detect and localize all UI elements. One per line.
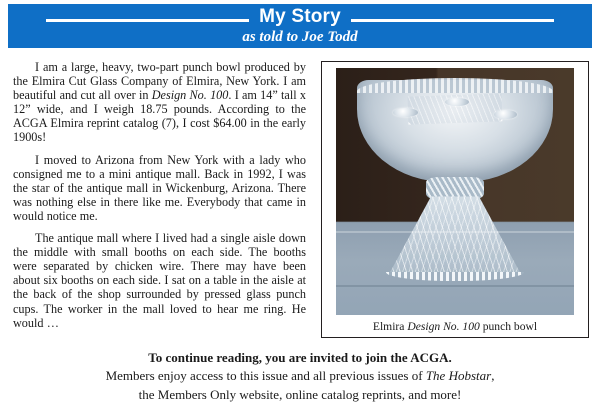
cloth-fold	[336, 231, 574, 233]
story-paragraph	[13, 60, 306, 145]
foot-sawtooth-edge	[386, 272, 524, 281]
banner-title-row	[8, 4, 592, 29]
paragraph-segment: I moved to Arizona from New York with a lady who consigned me to a mini antique mall. Back in 1992, I was the star of the antique mall in Wickenburg, Arizona. There was nothing else in there like me. Everybody that came in would notice me.	[13, 152, 306, 223]
caption-design-name: Design No. 100	[407, 320, 480, 333]
bowl-body	[357, 80, 552, 181]
hobstar-motif	[494, 110, 517, 119]
membership-benefits-line-2: the Members Only website, online catalog reprints, and more!	[138, 387, 462, 402]
paragraph-segment: . I am 14” tall x 12” wide, and I weigh 18.75 pounds. According to the ACGA Elmira reprint catalog (7), I cost $64.00 in the early 1900s!	[13, 88, 306, 145]
story-paragraph	[13, 153, 306, 223]
benefits-suffix: ,	[491, 368, 495, 383]
paragraph-segment: The antique mall where I lived had a single aisle down the middle with small booths on each side. The booths were separated by chicken wire. There may have been about six booths on each side. I sat on a table in the aisle at the back of the shop surrounded by pressed glass punch cups. The worker in the mall loved to hear me ring. He would …	[13, 231, 306, 330]
membership-benefits-line-1	[0, 366, 600, 385]
hobstar-title: The Hobstar	[425, 368, 492, 383]
punch-bowl-photo	[336, 68, 574, 315]
page-subtitle: as told to Joe Todd	[242, 29, 358, 45]
join-acga-callout: To continue reading, you are invited to join the ACGA.	[148, 350, 452, 365]
banner-rule-left	[46, 19, 249, 22]
story-text-column	[13, 60, 306, 330]
page-title: My Story	[259, 5, 341, 27]
membership-footer	[0, 349, 600, 404]
figure-caption	[322, 320, 588, 334]
cloth-fold	[336, 285, 574, 287]
photo-content	[336, 68, 574, 315]
hobstar-motif	[445, 98, 468, 106]
hobstar-motif	[393, 108, 418, 117]
figure-box	[321, 61, 589, 338]
story-paragraph	[13, 231, 306, 330]
bowl-pedestal-foot	[388, 196, 521, 275]
banner-rule-right	[351, 19, 554, 22]
caption-prefix: Elmira	[372, 320, 408, 333]
story-banner	[8, 4, 592, 48]
paragraph-segment-italic: Design No. 100	[151, 88, 229, 103]
benefits-prefix: Members enjoy access to this issue and all previous issues of	[105, 368, 426, 383]
caption-suffix: punch bowl	[479, 320, 538, 333]
paragraph-segment: I am a large, heavy, two-part punch bowl produced by the Elmira Cut Glass Company of Elmira, New York. I am beautiful and cut all over in	[13, 60, 306, 103]
